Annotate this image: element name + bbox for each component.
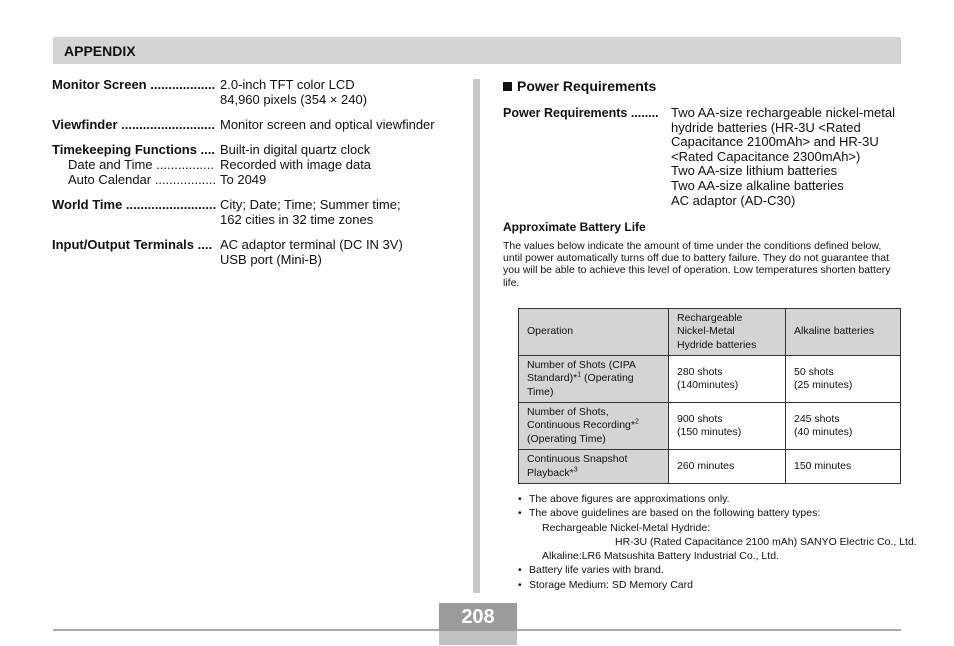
- bullet-icon: •: [518, 493, 522, 505]
- power-value: Capacitance 2100mAh> and HR-3U: [671, 134, 879, 150]
- list-item: • The above guidelines are based on the following battery types:: [518, 507, 821, 520]
- table-cell-operation: Continuous Snapshot Playback*$^3$: [519, 450, 669, 484]
- table-cell-operation: Number of Shots, Continuous Recording*$^2$ (Operating Time): [519, 403, 669, 450]
- table-header-cell: Alkaline batteries: [786, 309, 901, 356]
- spec-label: World Time .........................: [52, 197, 217, 212]
- spec-value: USB port (Mini-B): [220, 252, 322, 267]
- spec-label: Monitor Screen ..................: [52, 77, 216, 92]
- section-header-title: APPENDIX: [64, 43, 136, 59]
- spec-value: Recorded with image data: [220, 157, 372, 172]
- list-item: • Storage Medium: SD Memory Card: [518, 578, 693, 591]
- power-value: <Rated Capacitance 2300mAh>): [671, 148, 861, 164]
- power-section-title: [503, 78, 656, 94]
- power-value: Two AA-size lithium batteries: [671, 163, 838, 179]
- table-header-row: [519, 309, 901, 356]
- spec-value: 2.0-inch TFT color LCD: [220, 77, 355, 92]
- spec-value: 162 cities in 32 time zones: [220, 212, 374, 227]
- power-value: hydride batteries (HR-3U <Rated: [671, 119, 861, 135]
- bullet-icon: •: [518, 507, 522, 520]
- battery-life-paragraph: The values below indicate the amount of time under the conditions defined below, until power automatically turns off due to battery failure. They do not guarantee that you will be able to achieve this level of operation. Low temperatures shorten battery life.: [503, 240, 891, 289]
- battery-life-title: Approximate Battery Life: [503, 220, 646, 234]
- bullet-icon: •: [518, 564, 522, 577]
- spec-io-terminals: [52, 237, 403, 267]
- spec-value: 84,960 pixels (354 × 240): [220, 92, 368, 107]
- table-cell-operation: Number of Shots (CIPA Standard)*$^1$ (Operating Time): [519, 356, 669, 403]
- table-header-cell: Operation: [519, 309, 669, 356]
- table-cell-alkaline: 50 shots (25 minutes): [786, 356, 901, 403]
- header-bar: [53, 37, 901, 64]
- spec-label: Viewfinder ..........................: [52, 117, 216, 132]
- spec-viewfinder: [52, 117, 435, 132]
- power-value: Two AA-size rechargeable nickel-metal: [671, 105, 895, 120]
- table-cell-nimh: 900 shots (150 minutes): [669, 403, 786, 450]
- table-row: [519, 403, 901, 450]
- spec-sub-label: Date and Time ................: [68, 157, 214, 172]
- spec-value: To 2049: [220, 172, 267, 187]
- spec-timekeeping: [52, 142, 371, 187]
- list-sub-item: HR-3U (Rated Capacitance 2100 mAh) SANYO Electric Co., Ltd.: [615, 535, 917, 548]
- table-cell-alkaline: 245 shots (40 minutes): [786, 403, 901, 450]
- page-number: 208: [461, 606, 495, 628]
- spec-world-time: [52, 197, 401, 227]
- table-row: [519, 356, 901, 403]
- spec-value: Monitor screen and optical viewfinder: [220, 117, 435, 132]
- spec-label: Input/Output Terminals ....: [52, 237, 213, 252]
- power-value: AC adaptor (AD-C30): [671, 192, 796, 208]
- square-bullet-icon: [503, 82, 512, 91]
- list-sub-item: Rechargeable Nickel-Metal Hydride:: [542, 521, 711, 534]
- list-item: • The above figures are approximations only.: [518, 493, 730, 505]
- spec-label: Timekeeping Functions ....: [52, 142, 216, 157]
- table-cell-nimh: 260 minutes: [669, 450, 786, 484]
- bullet-icon: •: [518, 578, 522, 591]
- list-item: • Battery life varies with brand.: [518, 564, 664, 577]
- power-section-title-text: Power Requirements: [517, 78, 657, 94]
- spec-value: AC adaptor terminal (DC IN 3V): [220, 237, 403, 252]
- spec-sub-label: Auto Calendar .................: [68, 172, 217, 187]
- power-requirements-spec: [503, 106, 895, 208]
- list-sub-item: Alkaline:LR6 Matsushita Battery Industrial Co., Ltd.: [542, 550, 779, 563]
- power-value: Two AA-size alkaline batteries: [671, 177, 844, 193]
- column-divider: [473, 79, 480, 593]
- battery-notes: [518, 492, 917, 592]
- table-row: [519, 450, 901, 484]
- spec-label: Power Requirements ........: [503, 106, 659, 120]
- spec-value: City; Date; Time; Summer time;: [220, 197, 401, 212]
- table-cell-nimh: 280 shots (140minutes): [669, 356, 786, 403]
- page-number-badge: [439, 603, 517, 645]
- battery-life-table: [518, 308, 901, 484]
- table-cell-alkaline: 150 minutes: [786, 450, 901, 484]
- spec-value: Built-in digital quartz clock: [220, 142, 371, 157]
- spec-monitor-screen: [52, 77, 367, 107]
- table-header-cell: Rechargeable Nickel-Metal Hydride batteries: [669, 309, 786, 356]
